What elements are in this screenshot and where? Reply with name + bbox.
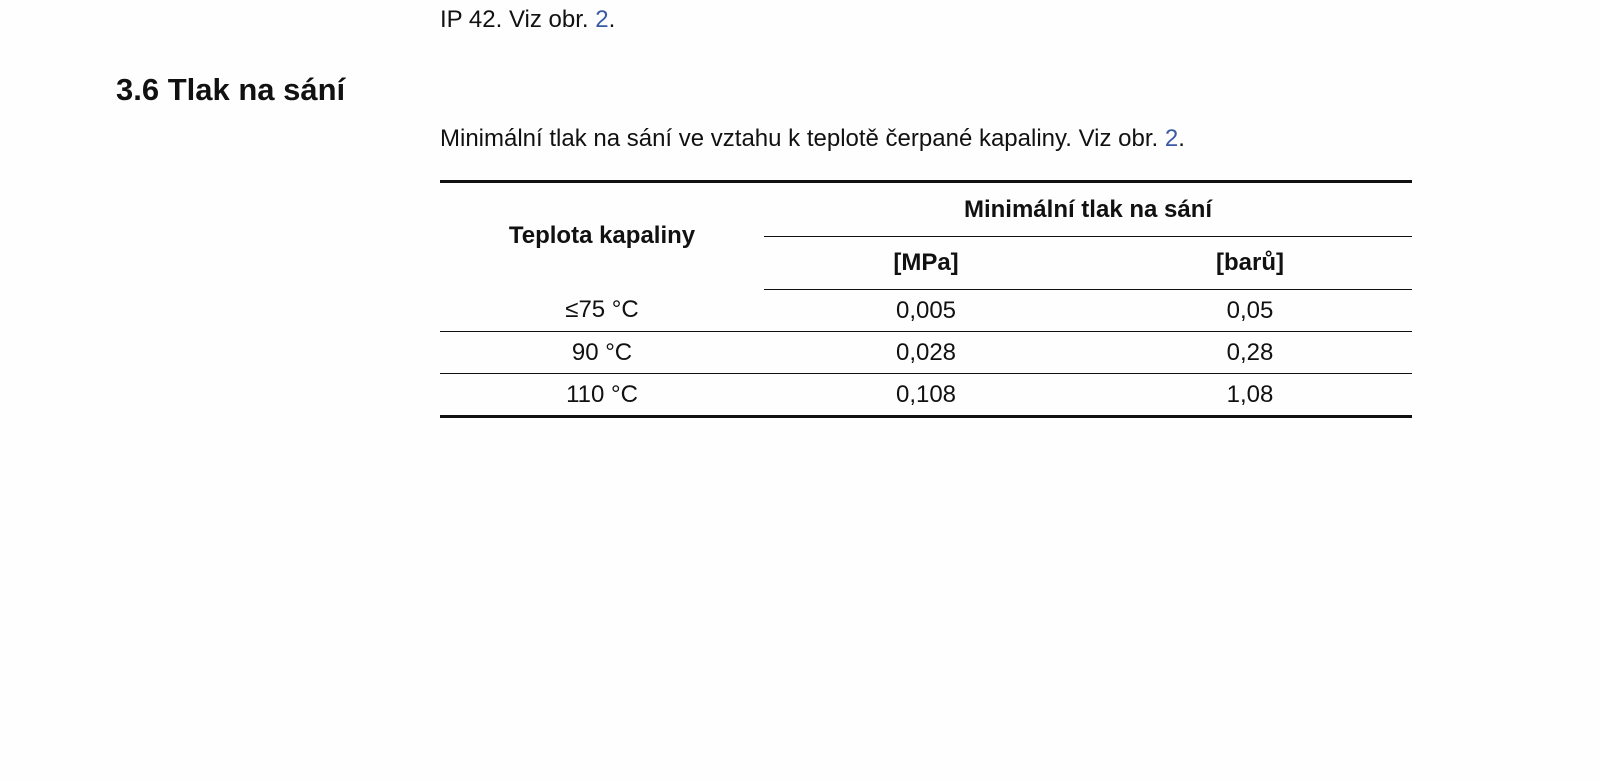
section-text [440, 123, 1185, 155]
intro-suffix: . [608, 6, 616, 33]
suction-pressure-table [440, 180, 1412, 418]
table-row [440, 374, 1412, 417]
cell-temperature: ≤75 °C [440, 290, 764, 332]
section-heading: 3.6 Tlak na sání [116, 72, 346, 107]
cell-bar: 0,28 [1088, 332, 1412, 374]
section-text-body: Minimální tlak na sání ve vztahu k teplotě čerpané kapaliny. Viz obr. [440, 125, 1165, 152]
cell-temperature: 90 °C [440, 332, 764, 374]
cell-mpa: 0,028 [764, 332, 1088, 374]
cell-temperature: 110 °C [440, 374, 764, 417]
table-header-row [440, 182, 1412, 237]
figure-link[interactable]: 2 [1164, 125, 1179, 152]
intro-line [440, 4, 615, 36]
column-header-temperature: Teplota kapaliny [508, 222, 696, 250]
column-header-bar: [barů] [1088, 237, 1412, 290]
section-text-suffix: . [1178, 125, 1185, 152]
table-row [440, 290, 1412, 332]
cell-mpa: 0,005 [764, 290, 1088, 332]
figure-link[interactable]: 2 [595, 6, 609, 33]
cell-bar: 0,05 [1088, 290, 1412, 332]
cell-mpa: 0,108 [764, 374, 1088, 417]
table-row [440, 332, 1412, 374]
cell-bar: 1,08 [1088, 374, 1412, 417]
intro-text: IP 42. Viz obr. [440, 6, 596, 33]
column-header-mpa: [MPa] [764, 237, 1088, 290]
column-group-header-min-pressure: Minimální tlak na sání [764, 182, 1412, 237]
